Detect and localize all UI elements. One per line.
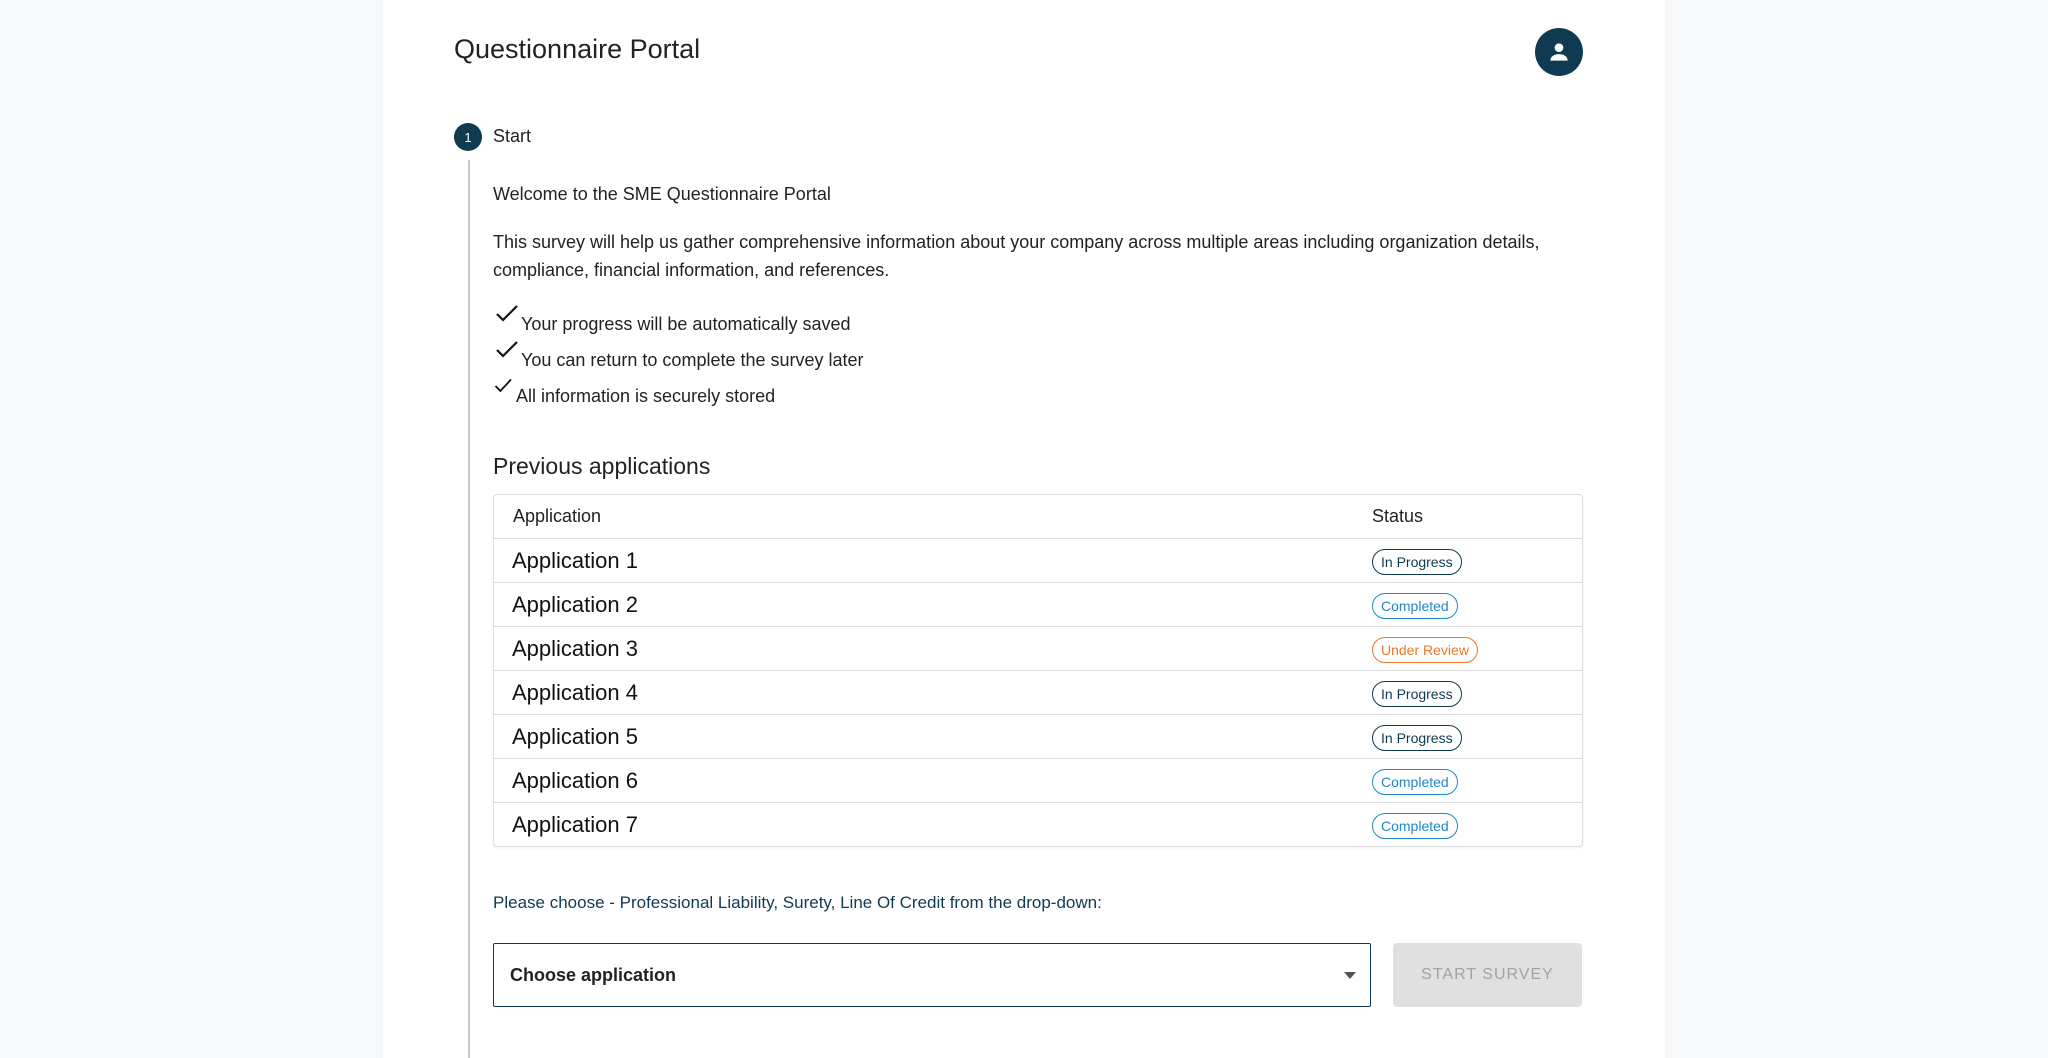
application-name: Application 5 (494, 715, 1372, 759)
user-avatar-button[interactable] (1535, 28, 1583, 76)
chevron-down-icon (1344, 972, 1356, 979)
application-select-value: Choose application (510, 964, 677, 985)
previous-applications-title: Previous applications (493, 453, 711, 479)
app-title: Questionnaire Portal (454, 34, 701, 64)
column-header-status: Status (1372, 495, 1582, 539)
table-row[interactable] (494, 803, 1582, 847)
status-badge: In Progress (1372, 681, 1462, 707)
application-name: Application 6 (494, 759, 1372, 803)
person-icon (1546, 39, 1572, 65)
table-row[interactable] (494, 759, 1582, 803)
checklist-item (493, 344, 864, 380)
table-row[interactable] (494, 715, 1582, 759)
stepper-connector-line (468, 160, 470, 1058)
checklist-item-text: You can return to complete the survey later (521, 350, 864, 370)
table-header-row (494, 495, 1582, 539)
status-badge: In Progress (1372, 549, 1462, 575)
step-number-badge: 1 (454, 123, 482, 151)
column-header-application: Application (494, 495, 1372, 539)
start-survey-button[interactable]: START SURVEY (1393, 943, 1582, 1007)
step-label: Start (493, 126, 532, 146)
status-badge: Under Review (1372, 637, 1478, 663)
application-name: Application 3 (494, 627, 1372, 671)
application-name: Application 1 (494, 539, 1372, 583)
selection-prompt: Please choose - Professional Liability, Surety, Line Of Credit from the drop-down: (493, 893, 1102, 912)
status-badge: Completed (1372, 813, 1458, 839)
checklist-item (493, 380, 864, 416)
application-name: Application 4 (494, 671, 1372, 715)
check-icon (493, 338, 521, 362)
table-row[interactable] (494, 627, 1582, 671)
check-icon (493, 374, 516, 398)
intro-text: This survey will help us gather comprehensive information about your company across multiple areas including organization details, compliance, financial information, and references. (493, 232, 1540, 280)
welcome-heading: Welcome to the SME Questionnaire Portal (493, 184, 831, 204)
status-badge: Completed (1372, 769, 1458, 795)
checklist-item-text: All information is securely stored (516, 386, 776, 406)
checklist-item-text: Your progress will be automatically saved (521, 314, 851, 334)
page-container (383, 0, 1665, 1058)
application-name: Application 7 (512, 811, 638, 837)
table-row[interactable] (494, 671, 1582, 715)
applications-table (493, 494, 1583, 847)
application-select[interactable] (493, 943, 1371, 1007)
feature-checklist (493, 308, 864, 416)
table-row[interactable] (494, 583, 1582, 627)
application-name: Application 2 (494, 583, 1372, 627)
checklist-item (493, 308, 864, 344)
table-row[interactable] (494, 539, 1582, 583)
status-badge: In Progress (1372, 725, 1462, 751)
status-badge: Completed (1372, 593, 1458, 619)
check-icon (493, 302, 521, 326)
